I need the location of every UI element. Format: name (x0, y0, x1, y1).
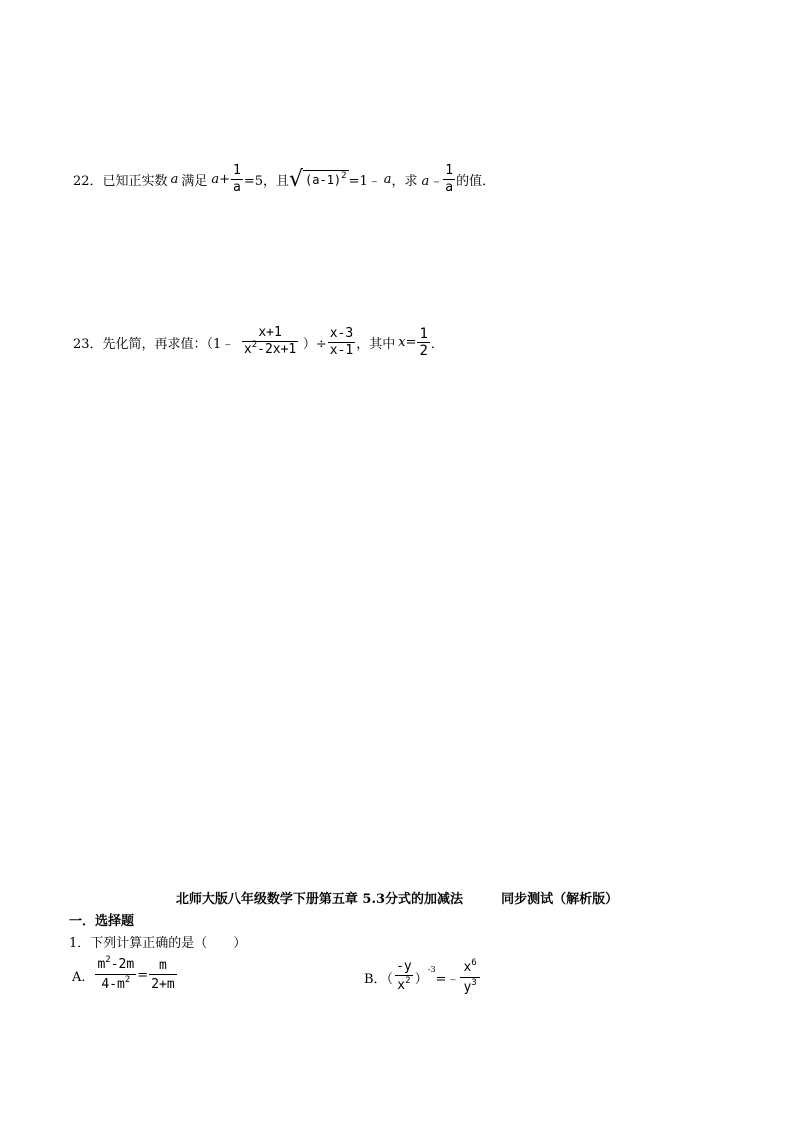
fraction-numerator: m (159, 958, 167, 973)
fraction-denominator: a (445, 180, 454, 195)
title-part-2: 同步测试（解析版） (501, 892, 619, 907)
question-22-text: =1﹣ (348, 174, 381, 189)
equals-minus: =﹣ (435, 971, 460, 987)
fraction-x-plus-1 (238, 326, 301, 358)
denominator-exponent: 2 (405, 976, 411, 986)
answer-section-title (0, 888, 794, 907)
fraction-numerator: -y (396, 959, 412, 974)
expr-a-minus: a﹣ (421, 174, 443, 189)
equals-sign: = (405, 334, 417, 350)
denominator-base: y (463, 980, 472, 995)
fraction-denominator (460, 977, 479, 996)
denominator-exponent: 3 (471, 978, 477, 988)
question-23-text: 先化简，再求值：（1﹣ (102, 336, 235, 352)
title-part-1: 北师大版八年级数学下册第五章 5.3分式的加减法 (175, 892, 464, 907)
fraction-denominator: x-1 (329, 342, 354, 358)
fraction-denominator (95, 974, 136, 993)
variable-a: a (383, 172, 392, 187)
question-22-text: ，求 (391, 174, 418, 189)
numerator-exponent: 6 (471, 958, 477, 968)
radicand-exponent: 2 (341, 171, 347, 181)
fraction-numerator: 1 (233, 163, 241, 178)
equals-sign: = (137, 968, 149, 983)
radicand-base: (a-1) (305, 173, 342, 187)
fraction-x-minus-3 (328, 327, 355, 358)
question-23 (73, 326, 444, 358)
fraction-denominator: 2+m (149, 974, 176, 992)
question-22-text: =5，且 (243, 174, 289, 189)
numerator-base: x (463, 960, 472, 975)
fraction-denominator (242, 341, 298, 358)
fraction-numerator (95, 955, 136, 974)
numerator-exponent: 2 (105, 955, 111, 965)
numerator-rest: -2m (110, 957, 135, 972)
section-label: 一．选择题 (69, 914, 135, 929)
question-23-text: ）÷ (302, 336, 327, 352)
question-22 (73, 164, 495, 195)
question-1-text: 1．下列计算正确的是（ ） (69, 936, 247, 951)
fraction-denominator: 2 (419, 342, 428, 359)
radical-sign-icon: √ (289, 166, 304, 192)
fraction-denominator (395, 975, 412, 994)
question-23-text: ． (430, 336, 444, 352)
denominator-base: x (243, 342, 252, 357)
numerator-base: m (97, 957, 106, 972)
fraction-m-over-2-plus-m (149, 959, 176, 992)
option-b-label: B．（ (364, 971, 394, 987)
denominator-base: 4-m (101, 977, 125, 992)
radicand (303, 170, 349, 189)
question-23-number: 23． (73, 336, 103, 352)
fraction-one-over-a (231, 164, 243, 195)
fraction-numerator (460, 958, 479, 977)
expr-a-plus: a+ (211, 172, 230, 187)
option-b (364, 958, 481, 996)
fraction-numerator: 1 (445, 163, 454, 178)
fraction-m-squared (95, 955, 136, 993)
fraction-x6-over-y3 (460, 958, 479, 996)
variable-a: a (170, 172, 179, 187)
square-root-expression (289, 166, 349, 192)
denominator-exponent: 2 (251, 340, 258, 350)
question-22-number: 22． (73, 174, 103, 189)
option-a-label: A． (72, 970, 95, 985)
fraction-one-half (417, 327, 429, 358)
option-a (72, 955, 178, 993)
question-23-text: ，其中 (356, 336, 396, 352)
fraction-numerator: x+1 (258, 325, 282, 340)
question-22-text: 的值． (456, 174, 496, 189)
fraction-numerator: x-3 (329, 325, 354, 341)
fraction-numerator: 1 (419, 325, 428, 342)
question-22-text: 满足 (181, 174, 208, 189)
question-22-text: 已知正实数 (102, 174, 168, 189)
denominator-exponent: 2 (124, 975, 131, 985)
fraction-one-over-a (443, 164, 455, 195)
fraction-neg-y-over-x-squared (394, 960, 414, 994)
close-paren: ） (414, 971, 428, 987)
denominator-rest: -2x+1 (257, 342, 297, 357)
variable-x: x (398, 334, 406, 350)
outer-exponent: -3 (427, 964, 436, 974)
denominator-base: x (397, 978, 406, 993)
fraction-denominator: a (233, 180, 241, 195)
